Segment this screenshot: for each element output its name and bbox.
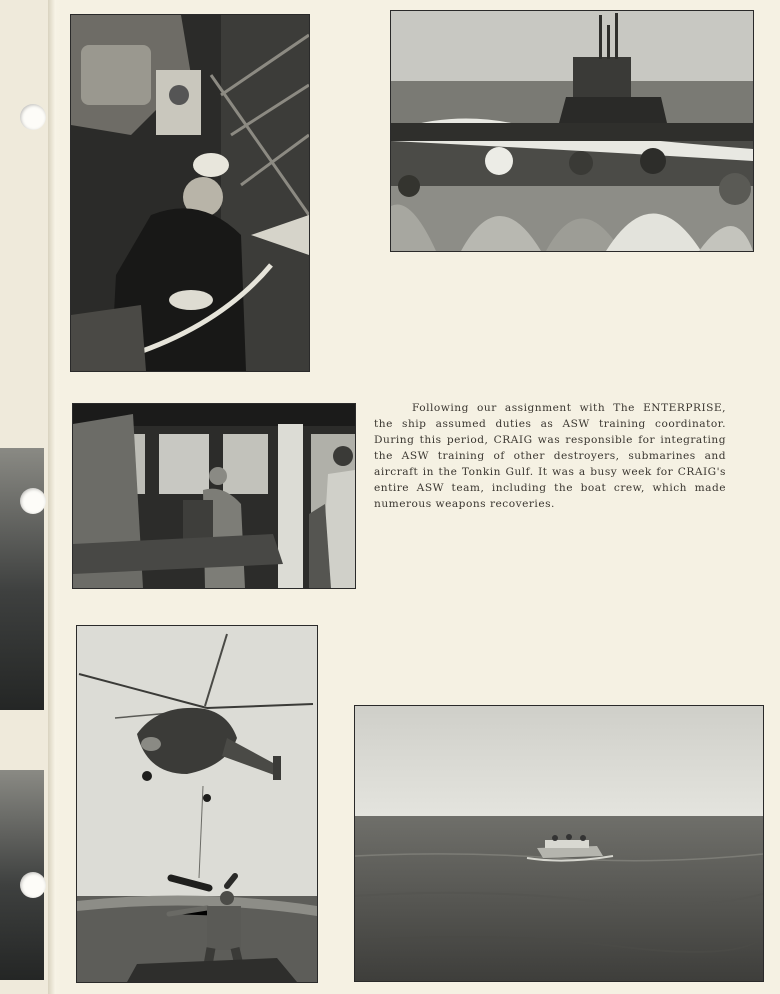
- binder-hole: [20, 104, 46, 130]
- boat-photo: [354, 705, 764, 982]
- article-paragraph: Following our assignment with The ENTERPRISE, the ship assumed duties as ASW training coordinator. During this period, CRAIG was responsible for integrating the ASW training of other destroyers, submarines and aircraft in the Tonkin Gulf. It was a busy week for CRAIG's entire ASW team, including the boat crew, which made numerous weapons recoveries.: [374, 402, 726, 510]
- helicopter-photo: [76, 625, 318, 983]
- page-spine-shadow: [48, 0, 60, 994]
- binder-hole: [20, 488, 46, 514]
- bridge-photo: [72, 403, 356, 589]
- binder-hole: [20, 872, 46, 898]
- sailor-photo: [70, 14, 310, 372]
- submarine-photo: [390, 10, 754, 252]
- adjacent-page-photo-edge: [0, 448, 44, 710]
